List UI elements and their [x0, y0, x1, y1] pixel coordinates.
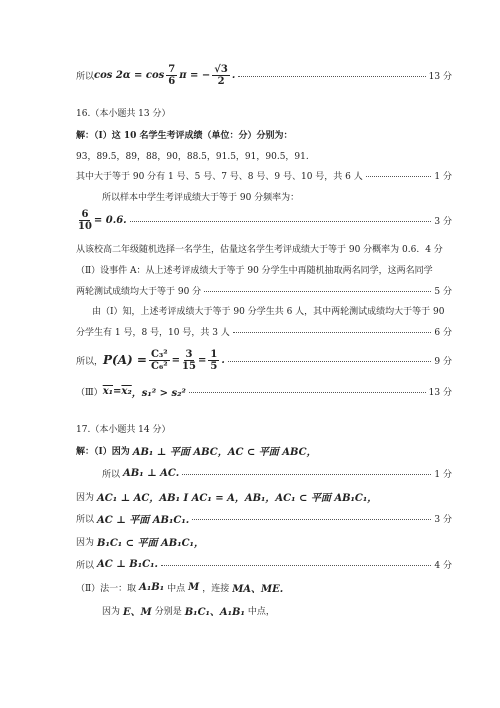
q15-frac1-num: 7: [168, 63, 176, 75]
dot-leader: [130, 215, 432, 222]
q16-part3-x2: x₂: [121, 385, 132, 397]
score-label: 4 分: [425, 244, 443, 255]
q17-line4: [76, 510, 452, 526]
q15-frac2-num: √3: [214, 63, 228, 75]
q17-l7-mid2: ，连接: [202, 583, 230, 594]
dot-leader: [238, 70, 425, 77]
q16-header-text: 16.（本小题共 13 分）: [76, 108, 171, 119]
score-label: 13 分: [428, 387, 452, 398]
score-label: 6 分: [434, 327, 452, 338]
q15-fraction-7-6: [166, 64, 177, 87]
score-label: 9 分: [434, 356, 452, 367]
q16-prob-combination-fraction: [149, 349, 170, 372]
q17-l4-prefix: 所以: [76, 514, 95, 525]
score-label: 5 分: [434, 286, 452, 297]
q17-line1: [76, 442, 452, 458]
q17-l8-mid: 分别是: [154, 606, 182, 617]
q15-frac2-den: 2: [217, 75, 225, 87]
q17-l8-math2: B₁C₁、A₁B₁: [184, 606, 245, 618]
dot-leader: [228, 355, 432, 362]
q17-l8-math1: E、M: [123, 606, 152, 618]
q15-conclusion-line: [76, 64, 452, 86]
q16-freq-den: 10: [78, 220, 92, 232]
q16-line-count: [76, 167, 452, 183]
q17-l7-math3: MA、ME.: [232, 583, 284, 595]
q17-l8-prefix: 因为: [102, 606, 121, 617]
q16-prob-f1-num: 3: [185, 348, 193, 360]
q16-scores-list: [76, 147, 452, 163]
q16-part2-line3: [92, 302, 452, 318]
q16-part3-line: [76, 383, 452, 399]
q16-prob-f2-num: 1: [210, 348, 218, 360]
dot-leader: [161, 559, 431, 566]
q17-l7-math1: A₁B₁: [139, 581, 165, 593]
q16-prob-f1-den: 15: [182, 360, 196, 372]
q17-l3-prefix: 因为: [76, 492, 95, 503]
q16-prob-fraction-3-15: [182, 349, 196, 372]
q16-prob-fraction-1-5: [208, 349, 219, 372]
q17-l3-math: AC₁ ⊥ AC，AB₁ I AC₁ = A，AB₁，AC₁ ⊂ 平面 AB₁C₁，: [97, 492, 378, 504]
score-label: 13 分: [428, 71, 452, 82]
q16-prob-f2-den: 5: [210, 360, 218, 372]
q16-frequency-fraction: [78, 209, 92, 232]
q17-l8-end: 中点，: [247, 606, 275, 617]
q16-header: [76, 104, 452, 120]
q16-freq-num: 6: [81, 208, 89, 220]
q17-l1-math: AB₁ ⊥ 平面 ABC，AC ⊂ 平面 ABC，: [132, 446, 317, 458]
q16-prob-end: .: [221, 354, 225, 366]
q17-l2-prefix: 所以: [102, 469, 121, 480]
q17-header: [76, 420, 452, 436]
q16-frequency-line: [76, 208, 452, 232]
q17-l2-math: AB₁ ⊥ AC.: [123, 467, 180, 479]
q17-l7-mid: 中点: [167, 583, 186, 594]
q15-fraction-sqrt3-2: [212, 64, 230, 87]
q17-line8: [102, 602, 452, 618]
q16-part2-line4-text: 分学生有 1 号，8 号，10 号，共 3 人: [76, 327, 230, 338]
q16-part3-label: （Ⅲ）: [76, 387, 103, 398]
q16-estimate-text: 从该校高二年级随机选择一名学生，估量这名学生考评成绩大于等于 90 分概率为 0.6.: [76, 244, 420, 255]
q16-freq-result: = 0.6.: [93, 214, 127, 226]
q17-line7: [76, 579, 452, 595]
q16-prob-c-num: C₃²: [150, 348, 168, 360]
score-label: 1 分: [434, 469, 452, 480]
q17-l5-prefix: 因为: [76, 537, 95, 548]
q16-prob-eq2: =: [197, 354, 207, 366]
q16-count-text: 其中大于等于 90 分有 1 号、5 号、7 号、8 号、9 号、10 号，共 6 人: [76, 171, 363, 182]
q17-l4-math: AC ⊥ 平面 AB₁C₁.: [97, 514, 190, 526]
dot-leader: [192, 513, 431, 520]
q16-part3-rest: ，s₁² > s₂²: [131, 387, 186, 399]
q16-part1-intro-text: 解：（Ⅰ）这 10 名学生考评成绩（单位：分）分别为：: [76, 130, 293, 141]
q16-part2-line1: [76, 261, 452, 277]
q16-part2-line4: [76, 323, 452, 339]
q16-part3-eq: =: [113, 385, 122, 397]
q16-scores-list-text: 93，89.5，89，88，90，88.5，91.5，91，90.5，91.: [76, 151, 309, 162]
q17-l5-math: B₁C₁ ⊂ 平面 AB₁C₁，: [97, 537, 204, 549]
dot-leader: [366, 170, 432, 177]
score-label: 1 分: [434, 171, 452, 182]
q16-estimate-line: [76, 240, 452, 256]
dot-leader: [204, 285, 431, 292]
q17-l7-math2: M: [188, 581, 200, 593]
q16-prob-c-den: C₆²: [150, 360, 168, 372]
q16-part2-line1-text: （Ⅱ）设事件 A：从上述考评成绩大于等于 90 分学生中再随机抽取两名同学，这两名同学: [76, 265, 433, 276]
q17-line2: [102, 465, 452, 481]
q16-line-frequency-intro: [102, 188, 452, 204]
q15-frac1-den: 6: [168, 75, 176, 87]
q16-part3-x1: x₁: [102, 385, 114, 397]
q16-part1-intro: [76, 126, 452, 142]
q17-line5: [76, 533, 452, 549]
q16-part2-line2: [76, 282, 452, 298]
score-label: 4 分: [434, 560, 452, 571]
q16-part2-line2-text: 两轮测试成绩均大于等于 90 分: [76, 286, 202, 297]
q16-prob-prefix: 所以，: [76, 356, 104, 367]
q15-formula-mid: π = −: [179, 69, 211, 81]
q17-header-text: 17.（本小题共 14 分）: [76, 424, 171, 435]
q17-l6-math: AC ⊥ B₁C₁.: [97, 558, 158, 570]
q15-formula-lhs: cos 2α = cos: [94, 69, 165, 81]
dot-leader: [233, 326, 432, 333]
q17-l6-prefix: 所以: [76, 560, 95, 571]
dot-leader: [182, 468, 431, 475]
score-label: 3 分: [434, 514, 452, 525]
q16-frequency-intro-text: 所以样本中学生考评成绩大于等于 90 分频率为：: [102, 192, 300, 203]
q16-probability-line: [76, 346, 452, 374]
q15-formula-end: .: [231, 69, 236, 81]
q17-l1-prefix: 解：（Ⅰ）因为: [76, 446, 130, 457]
q15-prefix: 所以: [76, 71, 95, 82]
q17-line6: [76, 556, 452, 572]
q16-prob-eq1: =: [171, 354, 181, 366]
q16-prob-lhs: P(A) =: [103, 353, 147, 367]
q16-part2-line3-text: 由（Ⅰ）知，上述考评成绩大于等于 90 分学生共 6 人，其中两轮测试成绩均大于等于 90: [92, 306, 445, 317]
score-label: 3 分: [434, 216, 452, 227]
q17-line3: [76, 488, 452, 504]
q17-l7-prefix: （Ⅱ）法一：取: [76, 583, 137, 594]
dot-leader: [189, 386, 426, 393]
